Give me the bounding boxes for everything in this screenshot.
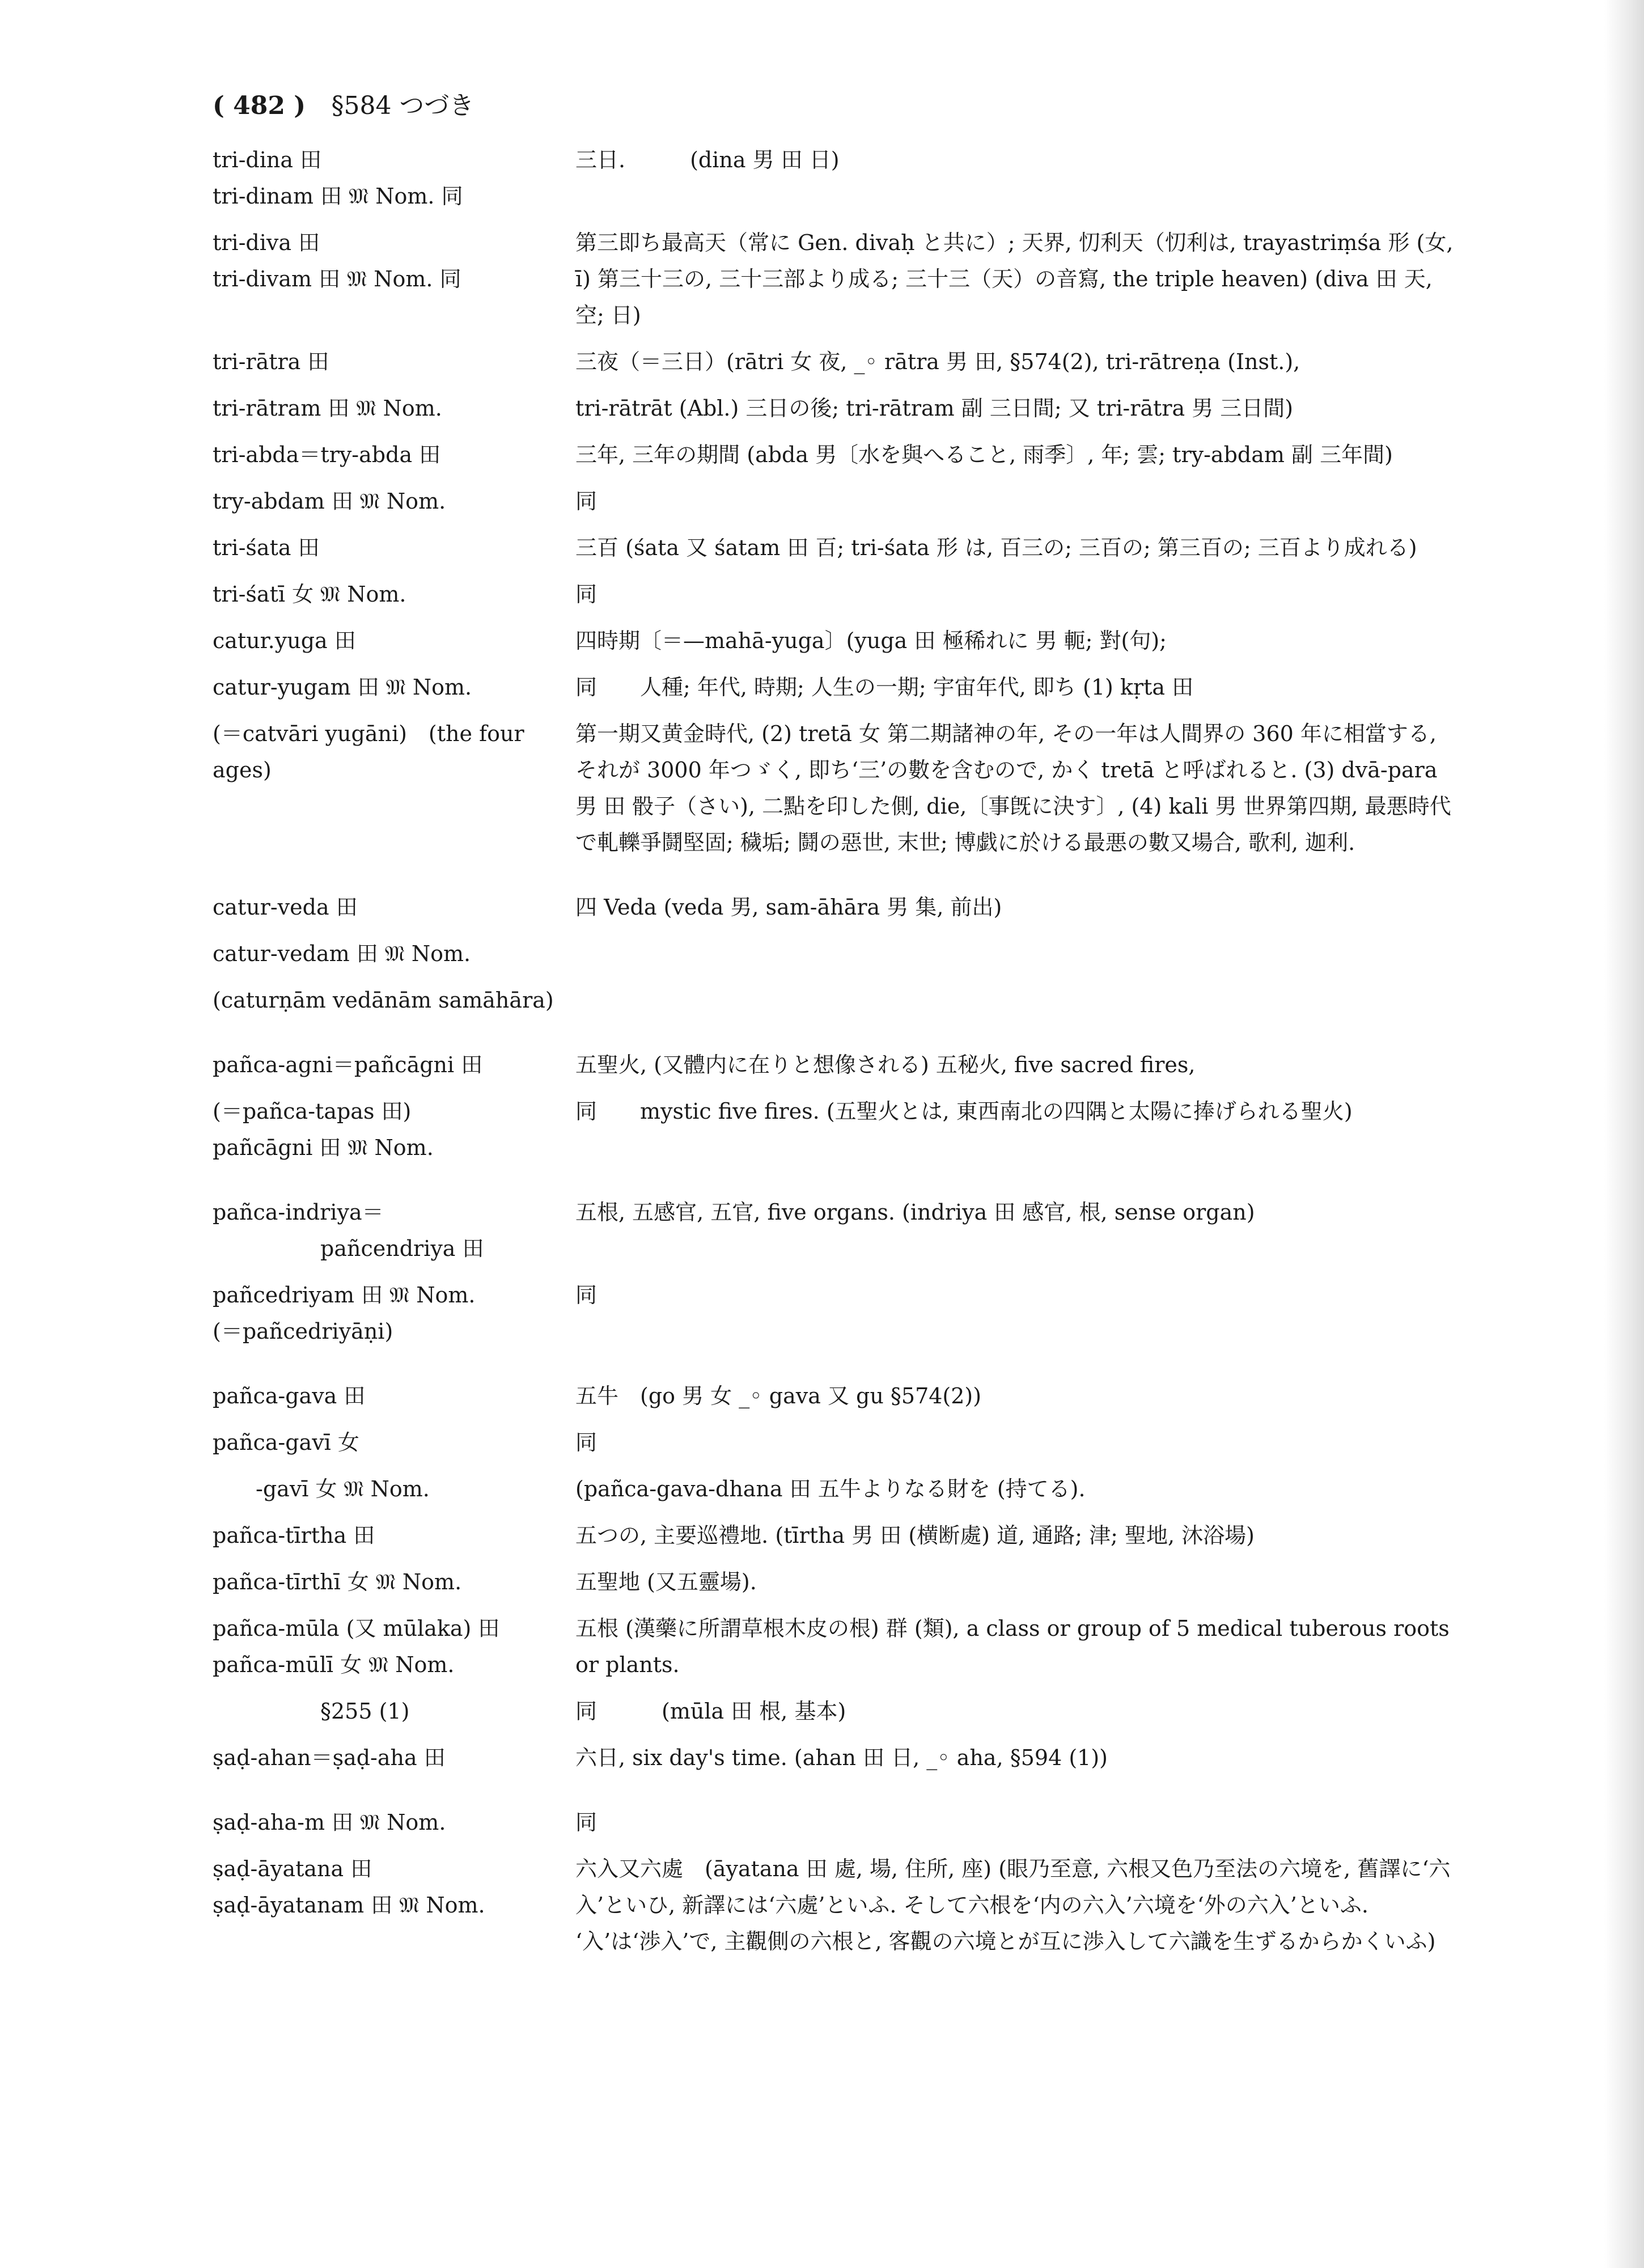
definition-text: 同 (mūla 田 根, 基本) [575,1699,846,1724]
dictionary-entry [213,936,1460,982]
entry-definition [575,1851,1460,1960]
entry-terms [213,889,575,925]
entry-term: catur-veda 田 [213,895,358,920]
entry-term: catur-vedam 田 𝔐 Nom. [213,941,471,966]
dictionary-entry [213,1610,1460,1693]
dictionary-entry [213,1851,1460,1970]
dictionary-entry [213,576,1460,623]
dictionary-entry [213,344,1460,390]
dictionary-entry [213,390,1460,437]
entry-definition [575,437,1460,473]
entry-definition [575,142,1460,178]
entry-definition [575,1093,1460,1129]
dictionary-entry [213,1693,1460,1740]
entry-definition [575,1424,1460,1461]
entry-definition [575,669,1460,705]
entry-term: ṣaḍ-āyatanam 田 𝔐 Nom. [213,1893,485,1918]
entry-term: pañca-indriya＝ [213,1200,384,1225]
entry-definition [575,1194,1460,1230]
definition-text: 五根, 五感官, 五官, five organs. (indriya 田 感官, 根, sense organ) [575,1200,1255,1225]
entry-term: catur-yugam 田 𝔐 Nom. [213,675,472,700]
definition-text: 三百 (śata 又 śatam 田 百; tri-śata 形 は, 百三の; 三百の; 第三百の; 三百より成れる) [575,535,1417,560]
entry-terms [213,225,575,297]
definition-text: 四時期〔＝—mahā-yuga〕(yuga 田 極稀れに 男 軛; 對(句); [575,628,1167,653]
entry-term: pañca-agni＝pañcāgni 田 [213,1052,483,1077]
entry-term: pañca-gavī 女 [213,1430,359,1455]
definition-text: 六日, six day's time. (ahan 田 日, _◦ aha, §594 (1)) [575,1745,1108,1770]
dictionary-entry [213,142,1460,225]
entry-term: catur.yuga 田 [213,628,356,653]
entry-definition [575,1564,1460,1600]
entry-term: pañca-mūla (又 mūlaka) 田 [213,1616,500,1641]
definition-text: 同 [575,489,598,514]
dictionary-entry [213,483,1460,530]
entry-term: (＝catvāri yugāni) (the four ages) [213,721,524,782]
entry-definition [575,483,1460,519]
definition-text: 三年, 三年の期間 (abda 男〔水を與へること, 雨季〕, 年; 雲; try-abdam 副 三年間) [575,442,1393,467]
entry-definition [575,1610,1460,1683]
dictionary-entries [213,142,1460,1970]
entry-terms [213,1047,575,1083]
entry-terms [213,716,575,788]
entry-definition [575,530,1460,566]
entry-term: tri-divam 田 𝔐 Nom. 同 [213,266,461,291]
definition-text: 六入又六處 (āyatana 田 處, 場, 住所, 座) (眼乃至意, 六根又色乃至法の六境を, 舊譯に‘六入’といひ, 新譯には‘六處’といふ. そして六根を‘内の六入’六境を‘外の六入’といふ. ‘入’は‘渉入’で, 主觀側の六根と, 客觀の六境とが互に渉入して六識を生ずるからかくいふ) [575,1856,1451,1954]
entry-term: pañcedriyam 田 𝔐 Nom. [213,1283,476,1308]
dictionary-entry [213,716,1460,871]
dictionary-entry [213,1786,1460,1851]
definition-text: 同 [575,1810,598,1835]
entry-term: tri-rātram 田 𝔐 Nom. [213,396,442,421]
entry-term: tri-śatī 女 𝔐 Nom. [213,582,406,607]
entry-term: pañca-tīrthī 女 𝔐 Nom. [213,1569,462,1594]
dictionary-entry [213,1564,1460,1610]
definition-text: 四 Veda (veda 男, sam-āhāra 男 集, 前出) [575,895,1002,920]
dictionary-entry [213,530,1460,576]
dictionary-entry [213,1360,1460,1424]
entry-definition [575,390,1460,426]
definition-text: 五聖地 (又五靈場). [575,1569,757,1594]
definition-text: 五つの, 主要巡禮地. (tīrtha 男 田 (横断處) 道, 通路; 津; 聖地, 沐浴場) [575,1523,1255,1548]
entry-terms [213,1564,575,1600]
entry-terms [213,936,575,972]
entry-terms [213,1517,575,1554]
definition-text: 三夜（＝三日）(rātri 女 夜, _◦ rātra 男 田, §574(2), tri-rātreṇa (Inst.), [575,349,1300,374]
entry-term: tri-abda＝try-abda 田 [213,442,441,467]
entry-term: (caturṇām vedānām samāhāra) [213,988,554,1013]
entry-term: ṣaḍ-āyatana 田 [213,1856,372,1881]
entry-definition [575,1517,1460,1554]
entry-definition [575,1378,1460,1414]
entry-definition [575,1693,1460,1729]
entry-terms [213,1610,575,1683]
dictionary-entry [213,437,1460,483]
entry-terms [213,1424,575,1461]
entry-terms [213,576,575,612]
definition-text: 同 mystic five fires. (五聖火とは, 東西南北の四隅と太陽に捧げられる聖火) [575,1099,1353,1124]
page-number: ( 482 ) [213,91,306,120]
entry-definition [575,1277,1460,1313]
entry-definition [575,1740,1460,1776]
entry-terms [213,1471,575,1507]
dictionary-entry [213,1029,1460,1093]
definition-text: 五根 (漢藥に所謂草根木皮の根) 群 (類), a class or group of 5 medical tuberous roots or plants. [575,1616,1450,1677]
entry-terms [213,483,575,519]
entry-term: tri-dinam 田 𝔐 Nom. 同 [213,184,463,209]
entry-terms [213,437,575,473]
entry-definition [575,623,1460,659]
section-title: §584 つづき [331,91,474,120]
entry-terms [213,623,575,659]
entry-definition [575,889,1460,925]
entry-definition [575,576,1460,612]
dictionary-entry [213,623,1460,669]
entry-term: ṣaḍ-ahan＝ṣaḍ-aha 田 [213,1745,446,1770]
dictionary-entry [213,669,1460,716]
definition-text: 第一期又黄金時代, (2) tretā 女 第二期諸神の年, その一年は人間界の 360 年に相當する, それが 3000 年つゞく, 即ち‘三’の數を含むので, かく tretā と呼ばれると. (3) dvā-para 男 田 骰子（さい), 二點を印した側, die,〔事旣に決す〕, (4) kali 男 世界第四期, 最悪時代で軋轢爭鬪堅固; 穢垢; 鬪の惡世, 末世; 博戯に於ける最悪の數又場合, 歌利, 迦利. [575,721,1451,855]
dictionary-entry [213,1740,1460,1786]
entry-term: tri-śata 田 [213,535,320,560]
entry-terms [213,1194,575,1267]
entry-term: pañca-mūlī 女 𝔐 Nom. [213,1652,455,1677]
dictionary-entry [213,982,1460,1029]
page-header [213,85,474,121]
definition-text: 五聖火, (又體内に在りと想像される) 五秘火, five sacred fires, [575,1052,1196,1077]
dictionary-entry [213,1517,1460,1564]
dictionary-entry [213,1471,1460,1517]
entry-terms [213,390,575,426]
entry-terms [213,1851,575,1923]
entry-term: pañcendriya 田 [213,1236,484,1261]
entry-definition [575,716,1460,861]
entry-term: -gavī 女 𝔐 Nom. [213,1476,430,1501]
entry-terms [213,1740,575,1776]
entry-terms [213,669,575,705]
definition-text: (pañca-gava-dhana 田 五牛よりなる財を (持てる). [575,1476,1086,1501]
entry-term: pañcāgni 田 𝔐 Nom. [213,1135,434,1160]
entry-term: tri-rātra 田 [213,349,329,374]
dictionary-entry [213,871,1460,936]
definition-text: 同 [575,582,598,607]
definition-text: 同 [575,1283,598,1308]
entry-terms [213,1093,575,1166]
entry-definition [575,1047,1460,1083]
entry-term: pañca-tīrtha 田 [213,1523,375,1548]
entry-definition [575,344,1460,380]
entry-term: (＝pañcedriyāṇi) [213,1319,393,1344]
entry-terms [213,530,575,566]
entry-terms [213,982,575,1018]
definition-text: 同 [575,1430,598,1455]
entry-term: tri-diva 田 [213,230,320,255]
entry-term: (＝pañca-tapas 田) [213,1099,412,1124]
entry-terms [213,344,575,380]
definition-text: 五牛 (go 男 女 _◦ gava 又 gu §574(2)) [575,1383,982,1408]
dictionary-entry [213,1424,1460,1471]
entry-definition [575,1804,1460,1840]
dictionary-entry [213,1176,1460,1277]
dictionary-entry [213,1093,1460,1176]
entry-term: try-abdam 田 𝔐 Nom. [213,489,446,514]
dictionary-entry [213,1277,1460,1360]
dictionary-entry [213,225,1460,344]
entry-terms [213,1277,575,1349]
entry-term: ṣaḍ-aha-m 田 𝔐 Nom. [213,1810,446,1835]
entry-term: tri-dina 田 [213,147,322,172]
entry-term: pañca-gava 田 [213,1383,366,1408]
entry-terms [213,1693,575,1729]
definition-text: 第三即ち最高天（常に Gen. divaḥ と共に）; 天界, 忉利天（忉利は, trayastriṃśa 形 (女, ī) 第三十三の, 三十三部より成る; 三十三（天）の音寫, the triple heaven) (diva 田 天, 空; 日) [575,230,1454,328]
entry-term: §255 (1) [213,1699,410,1724]
entry-terms [213,1804,575,1840]
entry-terms [213,142,575,214]
definition-text: tri-rātrāt (Abl.) 三日の後; tri-rātram 副 三日間; 又 tri-rātra 男 三日間) [575,396,1294,421]
entry-terms [213,1378,575,1414]
definition-text: 三日. (dina 男 田 日) [575,147,840,172]
entry-definition [575,225,1460,333]
page-edge-shadow [1604,0,1644,2268]
definition-text: 同 人種; 年代, 時期; 人生の一期; 宇宙年代, 即ち (1) kṛta 田 [575,675,1194,700]
entry-definition [575,1471,1460,1507]
